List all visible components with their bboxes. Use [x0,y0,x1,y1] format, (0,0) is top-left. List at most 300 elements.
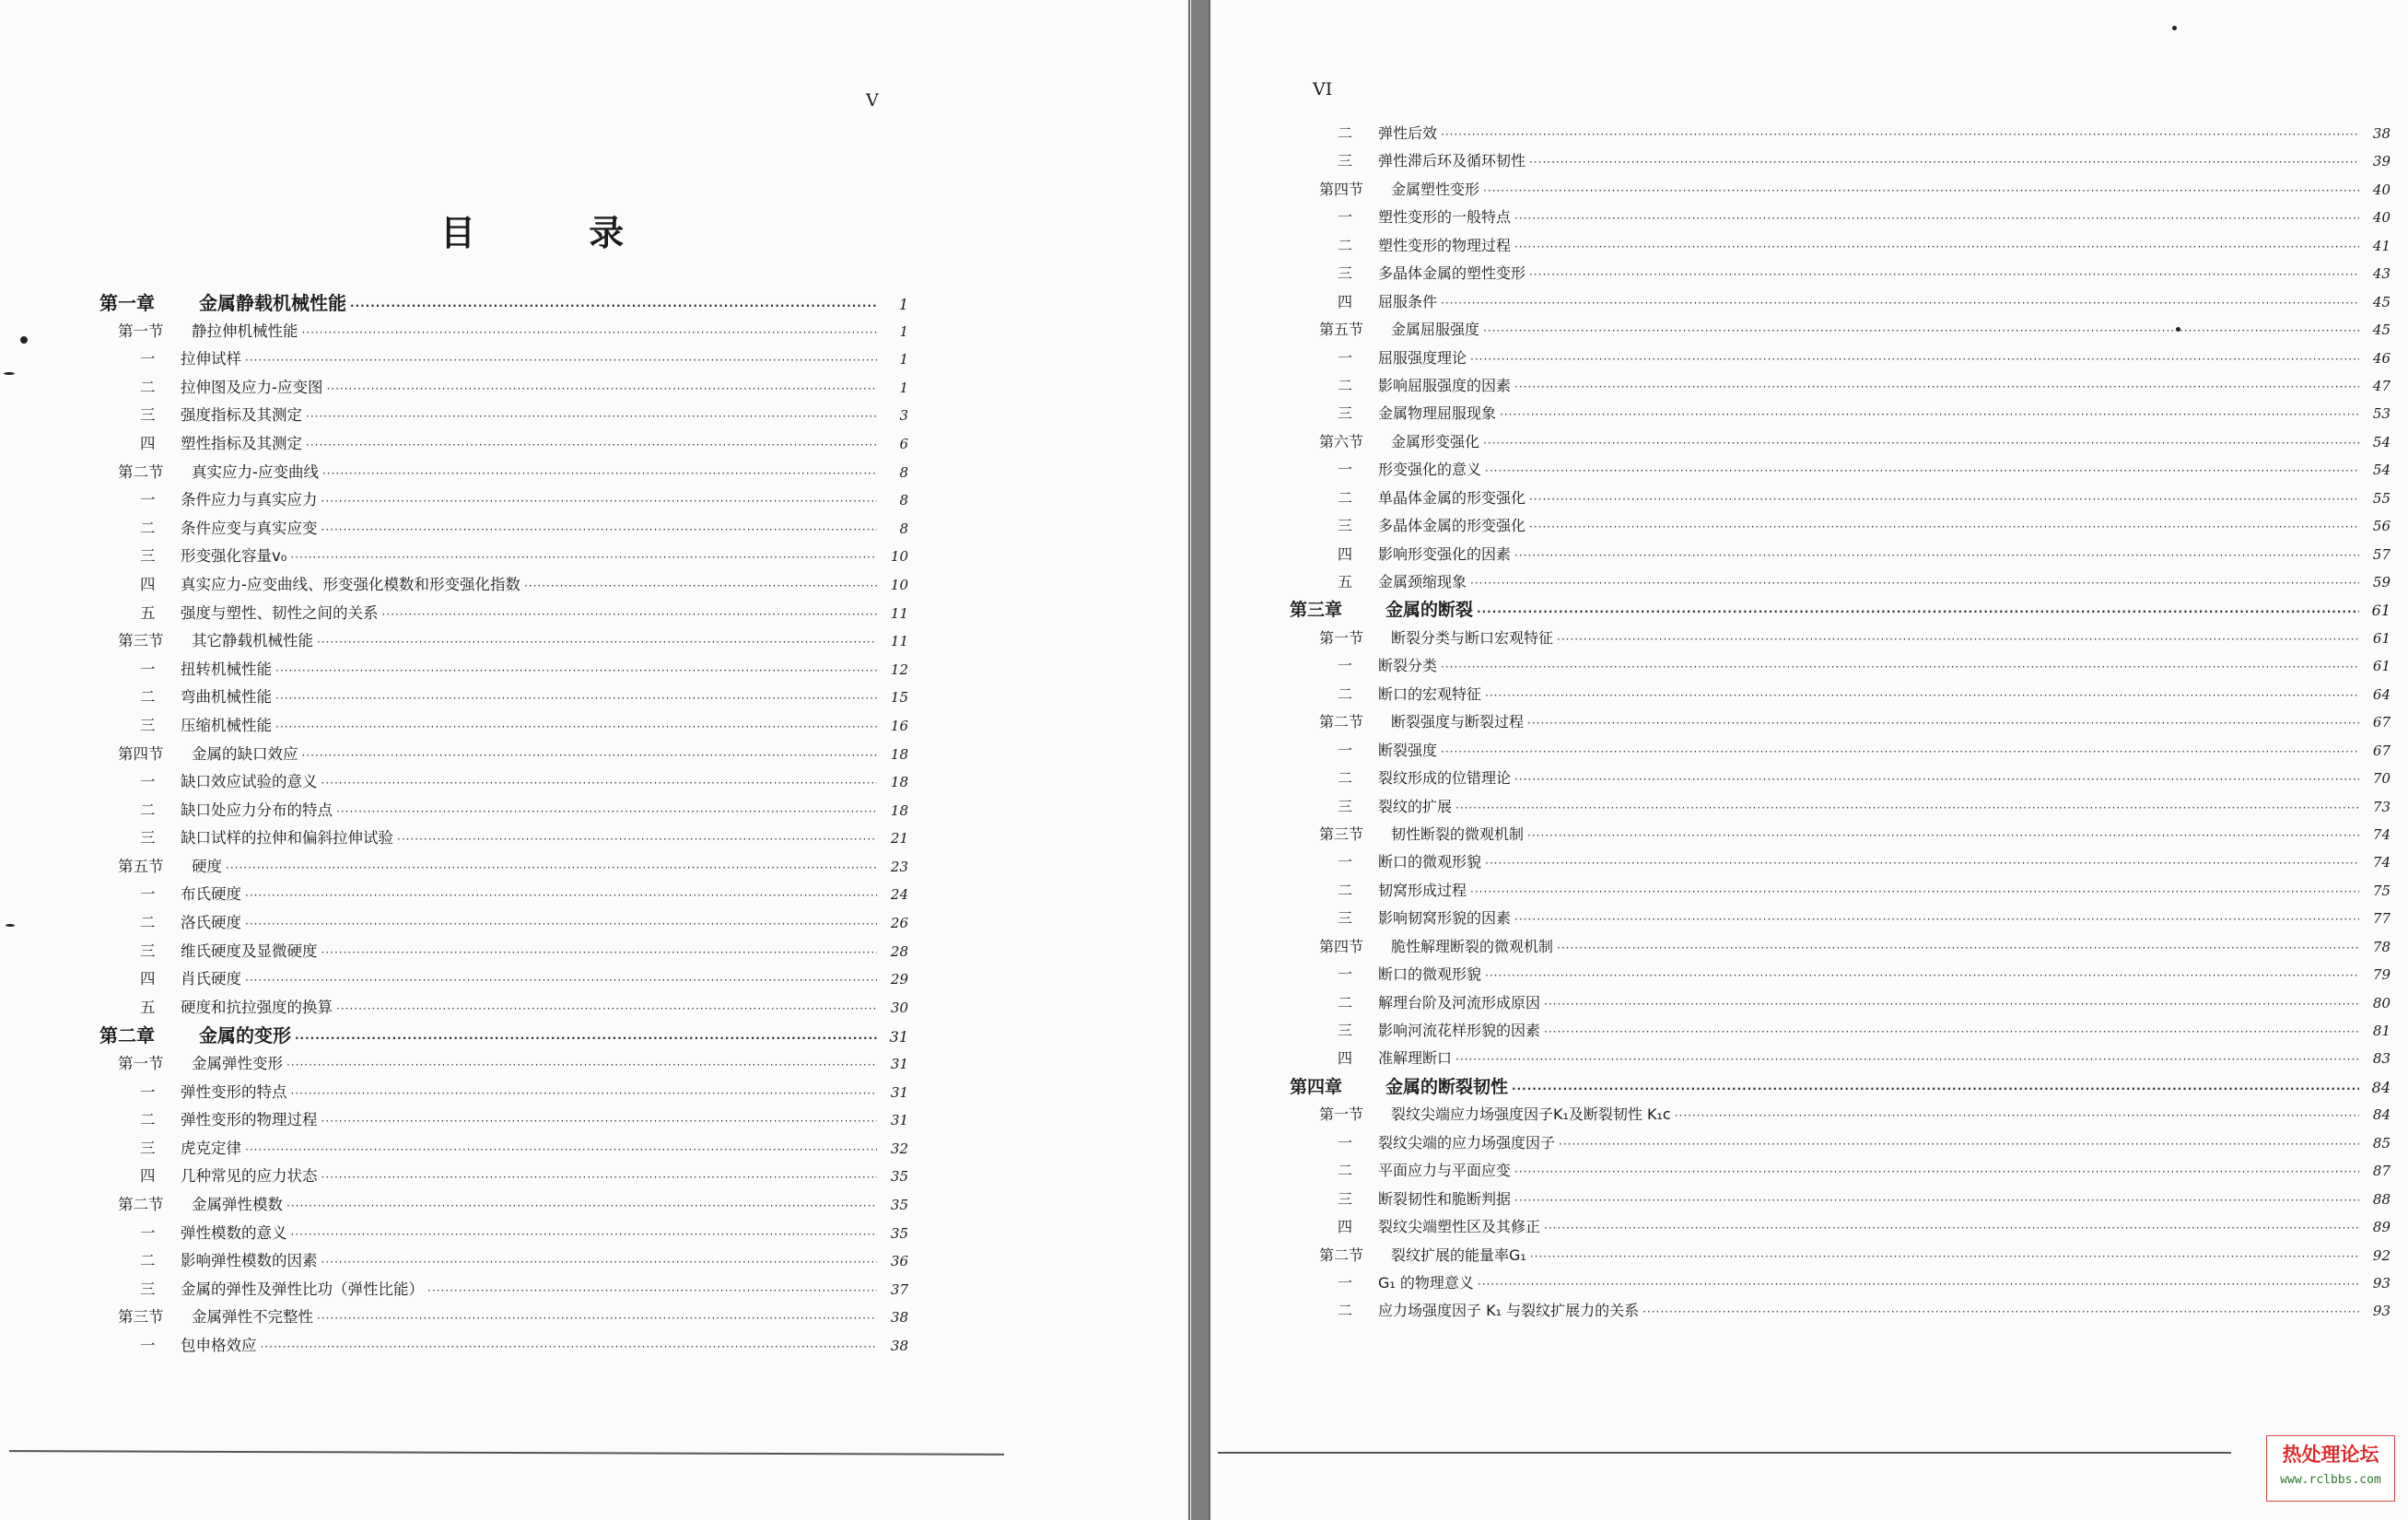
entry-number: 第三节 [118,632,164,650]
entry-title: 布氏硬度 [181,885,241,904]
dot-leader [1470,569,2359,597]
dot-leader [1557,934,2359,962]
entry-page-number: 61 [2371,602,2390,620]
entry-number: 三 [1338,152,1353,170]
entry-number: 二 [1338,769,1353,788]
dot-leader [397,825,877,854]
entry-number: 一 [1338,1273,1353,1292]
dot-leader [1470,878,2359,906]
entry-page-number: 88 [2372,1190,2390,1208]
toc-entry-item [1290,1269,2390,1297]
toc-entry-item [99,1079,908,1107]
dot-leader [302,319,878,347]
entry-page-number: 37 [890,1280,908,1298]
entry-number: 二 [1338,993,1353,1011]
entry-page-number: 80 [2372,994,2390,1011]
entry-number: 三 [140,1280,156,1298]
entry-page-number: 39 [2372,153,2390,170]
entry-number: 第四节 [1319,937,1364,955]
entry-number: 三 [1338,909,1353,928]
entry-number: 三 [1338,404,1353,423]
dot-leader [1514,233,2359,261]
entry-title: 断裂强度与断裂过程 [1391,713,1525,731]
toc-entry-item [99,881,908,909]
entry-page-number: 21 [890,830,908,848]
dot-leader [350,292,877,321]
toc-entry-section [1290,1101,2390,1128]
toc-entry-section [1290,176,2390,204]
entry-page-number: 32 [890,1140,908,1157]
entry-number: 第二节 [118,462,164,481]
toc-entry-section [1290,428,2390,456]
page-gutter [1191,0,1209,1520]
toc-entry-item [1290,848,2390,876]
entry-page-number: 93 [2372,1303,2390,1320]
entry-page-number: 11 [890,604,908,622]
entry-page-number: 46 [2372,349,2390,367]
dot-leader [321,939,878,967]
entry-page-number: 78 [2372,938,2390,955]
dot-leader [1514,906,2359,933]
dot-leader [317,1304,877,1333]
toc-entry-item [99,543,908,571]
entry-number: 二 [1338,124,1353,142]
toc-entry-item [1290,1297,2390,1325]
entry-title: 形变强化容量v₀ [181,547,287,566]
dot-leader [1514,205,2359,232]
entry-page-number: 31 [889,1028,908,1046]
entry-title: 金属物理屈服现象 [1378,404,1497,423]
entry-number: 二 [140,688,156,707]
toc-entry-section [1290,316,2390,344]
entry-number: 四 [140,575,156,593]
stamp-name: 热处理论坛 [2282,1444,2379,1466]
entry-page-number: 77 [2372,910,2390,928]
toc-entry-item [1290,120,2390,147]
dot-leader [317,628,877,657]
toc-entry-item [99,1106,908,1135]
toc-list-right [1290,120,2390,1326]
toc-entry-item [1290,288,2390,316]
entry-page-number: 75 [2372,882,2390,899]
entry-number: 三 [1338,1022,1353,1039]
entry-number: 三 [140,941,156,960]
entry-title: 金属屈服强度 [1391,321,1480,339]
entry-number: 二 [1338,881,1353,899]
entry-number: 三 [140,547,156,566]
entry-number: 四 [140,434,156,452]
entry-title: 扭转机械性能 [181,660,272,678]
entry-title: 韧性断裂的微观机制 [1391,824,1525,843]
entry-title: 金属的缺口效应 [192,744,298,763]
entry-number: 二 [140,1252,156,1270]
entry-number: 二 [1338,684,1353,703]
entry-page-number: 1 [899,322,908,340]
toc-entry-section [99,853,908,882]
entry-title: 硬度和抗拉强度的换算 [181,998,333,1016]
dot-leader [382,601,878,629]
entry-title: 准解理断口 [1378,1049,1453,1068]
dot-leader [1485,682,2359,709]
dot-leader [1557,626,2359,653]
entry-title: 裂纹尖端塑性区及其修正 [1378,1218,1541,1236]
entry-page-number: 28 [890,942,908,960]
entry-page-number: 57 [2372,545,2390,563]
entry-page-number: 38 [890,1309,908,1327]
entry-page-number: 55 [2372,489,2390,507]
dot-leader [321,1107,878,1136]
dot-leader [1544,990,2359,1018]
toc-entry-item [99,515,908,544]
toc-entry-section [99,627,908,656]
dot-leader [1529,261,2359,288]
dot-leader [427,1277,877,1305]
toc-entry-section [1290,625,2390,652]
entry-title: 塑性指标及其测定 [181,434,302,452]
entry-number: 三 [1338,264,1353,283]
entry-number: 第四节 [118,744,164,763]
entry-title: 肖氏硬度 [181,970,241,988]
scan-speck [6,924,15,927]
toc-entry-item [99,938,908,966]
dot-leader [322,460,877,488]
entry-page-number: 26 [890,915,908,932]
toc-entry-item [1290,541,2390,568]
toc-entry-item [99,486,908,515]
entry-title: 强度指标及其测定 [181,406,302,425]
entry-number: 三 [140,716,156,734]
entry-page-number: 40 [2372,209,2390,227]
entry-page-number: 47 [2372,377,2390,394]
entry-page-number: 81 [2372,1023,2390,1039]
entry-title: 弯曲机械性能 [181,688,272,707]
toc-entry-chapter [99,289,908,318]
toc-entry-section [99,1191,908,1220]
dot-leader [321,1163,878,1192]
dot-leader [1529,513,2359,541]
entry-title: 虎克定律 [181,1139,241,1157]
toc-entry-item [99,656,908,684]
entry-title: 金属形变强化 [1391,432,1480,450]
entry-page-number: 92 [2372,1246,2390,1264]
entry-number: 一 [1338,741,1353,759]
entry-title: 影响韧窝形貌的因素 [1378,909,1512,928]
toc-entry-item [99,712,908,741]
entry-number: 二 [1338,488,1353,507]
entry-title: 金属静载机械性能 [199,292,346,314]
entry-number: 五 [1338,573,1353,590]
toc-entry-item [99,909,908,938]
entry-number: 第三节 [1319,824,1364,843]
entry-page-number: 8 [899,520,908,537]
dot-leader [275,684,877,713]
entry-page-number: 1 [898,296,908,313]
dot-leader [286,1192,877,1221]
entry-title: 影响形变强化的因素 [1378,544,1512,563]
entry-number: 第一节 [118,1055,164,1073]
dot-leader [336,798,877,826]
entry-title: 断裂韧性和脆断判据 [1378,1189,1512,1208]
entry-number: 四 [1338,1049,1353,1068]
toc-entry-item [99,402,908,430]
dot-leader [1485,457,2359,485]
dot-leader [321,516,878,544]
entry-page-number: 54 [2372,462,2390,479]
entry-number: 五 [140,603,156,622]
entry-page-number: 45 [2372,293,2390,310]
toc-entry-section [1290,1242,2390,1269]
entry-page-number: 61 [2372,629,2390,647]
dot-leader [302,742,878,770]
entry-number: 二 [1338,1162,1353,1180]
toc-entry-item [1290,1186,2390,1213]
entry-number: 第一节 [1319,628,1364,647]
entry-title: 金属的变形 [199,1024,291,1047]
toc-entry-section [99,741,908,769]
entry-page-number: 74 [2372,854,2390,871]
entry-number: 一 [140,491,156,509]
entry-page-number: 59 [2372,574,2390,590]
dot-leader [1455,1046,2359,1073]
entry-title: 条件应力与真实应力 [181,491,318,509]
entry-title: 缺口试样的拉伸和偏斜拉伸试验 [181,829,393,848]
toc-entry-item [1290,1129,2390,1157]
entry-page-number: 8 [899,463,908,481]
entry-title: 单晶体金属的形变强化 [1378,488,1526,507]
entry-number: 第二节 [118,1196,164,1213]
dot-leader [1483,177,2359,205]
dot-leader [1514,542,2359,569]
dot-leader [1527,822,2359,849]
entry-number: 一 [1338,461,1353,479]
page-number: VI [1313,79,1333,99]
bottom-rule [1218,1452,2231,1454]
toc-entry-item [1290,260,2390,287]
toc-entry-item [1290,765,2390,792]
dot-leader [1642,1298,2359,1326]
entry-title: 金属的断裂 [1385,600,1474,621]
toc-entry-item [1290,400,2390,427]
entry-page-number: 35 [890,1168,908,1186]
toc-entry-item [99,345,908,374]
dot-leader [275,657,877,685]
entry-page-number: 6 [899,435,908,452]
dot-leader [1512,1075,2359,1103]
dot-leader [321,487,878,516]
entry-number: 第一节 [1319,1105,1364,1124]
entry-page-number: 40 [2372,181,2390,198]
entry-page-number: 83 [2372,1050,2390,1068]
dot-leader [1483,429,2359,457]
toc-entry-item [1290,652,2390,680]
dot-leader [321,1248,878,1277]
entry-title: 断口的微观形貌 [1378,965,1482,984]
entry-page-number: 53 [2372,405,2390,423]
dot-leader [1675,1102,2359,1129]
dot-leader [245,346,877,375]
dot-leader [1485,849,2359,877]
dot-leader [1477,598,2359,626]
toc-entry-item [99,600,908,628]
entry-number: 二 [140,378,156,396]
entry-number: 三 [140,829,156,848]
entry-page-number: 84 [2372,1106,2390,1124]
entry-number: 三 [140,406,156,425]
dot-leader [1514,373,2359,401]
toc-entry-item [1290,1213,2390,1241]
toc-entry-item [1290,989,2390,1017]
entry-title: 金属的弹性及弹性比功（弹性比能） [181,1280,424,1298]
entry-title: 洛氏硬度 [181,914,241,932]
toc-entry-item [1290,372,2390,400]
stamp-url: www.rclbbs.com [2280,1473,2381,1487]
entry-number: 四 [140,970,156,988]
entry-number: 二 [1338,236,1353,254]
dot-leader [1529,485,2359,513]
entry-title: 应力场强度因子 K₁ 与裂纹扩展力的关系 [1378,1302,1640,1320]
dot-leader [1441,653,2359,681]
toc-entry-item [99,768,908,797]
entry-title: 平面应力与平面应变 [1378,1162,1512,1180]
entry-title: 断口的宏观特征 [1378,684,1482,703]
toc-entry-item [1290,568,2390,596]
dot-leader [295,1024,877,1053]
scan-speck [2172,26,2177,30]
toc-entry-item [99,1332,908,1361]
entry-number: 四 [1338,544,1353,563]
toc-entry-item [1290,905,2390,932]
toc-list-left [99,289,908,1361]
entry-title: 影响河流花样形貌的因素 [1378,1022,1541,1039]
page-edge [1209,0,1210,1520]
entry-title: 金属的断裂韧性 [1385,1076,1509,1097]
entry-page-number: 54 [2372,433,2390,450]
entry-page-number: 87 [2372,1163,2390,1180]
entry-page-number: 79 [2372,966,2390,984]
toc-entry-item [1290,232,2390,260]
left-page [0,0,1191,1520]
entry-title: 金属弹性变形 [192,1055,283,1073]
entry-number: 一 [140,1336,156,1354]
entry-number: 第四章 [1290,1076,1343,1097]
scan-speck [2176,327,2180,332]
entry-number: 第四节 [1319,180,1364,198]
dot-leader [306,431,877,460]
entry-page-number: 8 [899,492,908,509]
toc-entry-item [99,1135,908,1163]
entry-page-number: 74 [2372,825,2390,843]
entry-title: 缺口效应试验的意义 [181,773,318,791]
entry-page-number: 70 [2372,770,2390,788]
toc-entry-chapter [99,1022,908,1050]
entry-number: 四 [1338,1218,1353,1236]
dot-leader [275,713,877,742]
entry-title: 缺口处应力分布的特点 [181,801,333,819]
entry-page-number: 31 [890,1083,908,1101]
dot-leader [1544,1018,2359,1046]
dot-leader [245,910,877,939]
entry-page-number: 23 [890,858,908,875]
entry-page-number: 3 [899,407,908,425]
entry-title: 裂纹扩展的能量率G₁ [1391,1245,1526,1264]
toc-entry-section [99,1304,908,1332]
entry-page-number: 85 [2372,1134,2390,1152]
entry-title: 拉伸图及应力-应变图 [181,378,323,396]
entry-title: 塑性变形的物理过程 [1378,236,1512,254]
entry-page-number: 31 [890,1112,908,1129]
dot-leader [1514,1158,2359,1186]
entry-page-number: 35 [890,1197,908,1213]
toc-entry-item [99,374,908,403]
dot-leader [1514,766,2359,793]
entry-page-number: 67 [2372,742,2390,759]
toc-entry-item [99,994,908,1023]
entry-page-number: 30 [890,999,908,1016]
page-edge [1188,0,1190,1520]
entry-title: 弹性滞后环及循环韧性 [1378,152,1526,170]
entry-number: 一 [140,350,156,368]
entry-page-number: 43 [2372,265,2390,283]
entry-title: 弹性变形的特点 [181,1082,287,1101]
entry-title: 断裂分类与断口宏观特征 [1391,628,1554,647]
entry-number: 第一节 [118,322,164,340]
entry-number: 第六节 [1319,432,1364,450]
entry-title: 裂纹的扩展 [1378,797,1453,815]
dot-leader [1483,317,2359,345]
toc-entry-item [99,824,908,853]
toc-entry-item [1290,456,2390,484]
entry-page-number: 64 [2372,685,2390,703]
bottom-rule [9,1450,1004,1456]
toc-entry-item [1290,681,2390,708]
entry-page-number: 11 [890,633,908,650]
dot-leader [245,1136,877,1164]
dot-leader [1470,345,2359,373]
entry-title: 弹性变形的物理过程 [181,1111,318,1129]
toc-entry-item [1290,345,2390,372]
entry-number: 一 [1338,348,1353,367]
toc-entry-section [1290,708,2390,736]
entry-number: 一 [140,885,156,904]
dot-leader [1441,738,2359,766]
entry-number: 第二节 [1319,1245,1364,1264]
toc-entry-section [99,318,908,346]
entry-title: 断口的微观形貌 [1378,853,1482,871]
entry-page-number: 18 [890,774,908,791]
entry-title: 压缩机械性能 [181,716,272,734]
entry-title: 脆性解理断裂的微观机制 [1391,937,1554,955]
entry-number: 第一章 [99,292,155,314]
dot-leader [1478,1270,2359,1298]
entry-number: 一 [1338,657,1353,675]
entry-page-number: 41 [2372,237,2390,254]
toc-entry-section [99,1050,908,1079]
entry-title: 断裂分类 [1378,657,1438,675]
entry-title: 维氏硬度及显微硬度 [181,941,318,960]
entry-title: 金属塑性变形 [1391,180,1480,198]
entry-title: 拉伸试样 [181,350,241,368]
entry-number: 五 [140,998,156,1016]
entry-title: 塑性变形的一般特点 [1378,208,1512,227]
dot-leader [245,966,877,995]
entry-number: 一 [140,773,156,791]
entry-number: 三 [140,1139,156,1157]
entry-title: 真实应力-应变曲线、形变强化模数和形变强化指数 [181,575,520,593]
entry-number: 三 [1338,1189,1353,1208]
page-number: V [866,90,879,111]
entry-number: 一 [140,660,156,678]
entry-page-number: 10 [890,548,908,566]
